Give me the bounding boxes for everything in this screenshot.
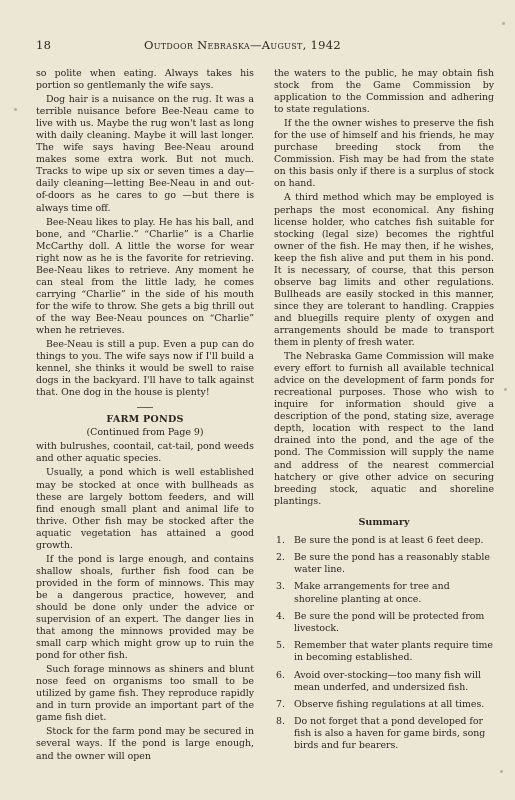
paragraph: the waters to the public, he may obtain fish stock from the Game Commission by application to the Commission and adhering to state regulations. bbox=[274, 68, 494, 116]
summary-item-number: 4. bbox=[276, 610, 285, 622]
summary-item-text: Observe fishing regulations at all times. bbox=[294, 699, 485, 711]
paper-speck bbox=[500, 770, 503, 773]
summary-item-text: Be sure the pond will be protected from livestock. bbox=[294, 610, 485, 634]
summary-list bbox=[274, 535, 494, 753]
left-column bbox=[36, 68, 254, 765]
paragraph: Bee-Neau is still a pup. Even a pup can do things to you. The wife says now if I'll build a kennel, she thinks it would be swell to raise dogs in the backyard. I'll have to talk against that. One dog in the house is plenty! bbox=[36, 339, 254, 399]
paragraph: with bulrushes, coontail, cat-tail, pond weeds and other aquatic species. bbox=[36, 441, 254, 465]
paper-speck bbox=[504, 388, 507, 391]
summary-item-number: 2. bbox=[276, 552, 285, 564]
summary-item-number: 3. bbox=[276, 581, 285, 593]
paragraph: Dog hair is a nuisance on the rug. It was a terrible nuisance before Bee-Neau came to live with us. Maybe the rug won't last as long with daily cleaning. Maybe it will last longer. The wife says having Bee-Neau around makes some extra work. But not much. Tracks to wipe up six or seven times a day—daily cleaning—letting Bee-Neau in and out-of-doors as he cares to go —but there is always time off. bbox=[36, 94, 254, 214]
section-divider bbox=[137, 407, 153, 408]
summary-item-number: 6. bbox=[276, 669, 285, 681]
summary-item-text: Avoid over-stocking—too many fish will mean underfed, and undersized fish. bbox=[294, 669, 481, 693]
continued-note: (Continued from Page 9) bbox=[86, 427, 204, 439]
paragraph: Stock for the farm pond may be secured in several ways. If the pond is large enough, and the owner will open bbox=[36, 726, 254, 762]
summary-item bbox=[274, 581, 494, 605]
summary-item-text: Be sure the pond is at least 6 feet deep. bbox=[294, 534, 484, 546]
summary-item bbox=[274, 640, 494, 664]
paragraph: The Nebraska Game Commission will make every effort to furnish all available technical advice on the development of farm ponds for recreational purposes. Those who wish to inquire for information should give a description of the pond, stating size, average depth, location with respect to the land drained into the pond, and the age of the pond. The Commission will supply the name and address of the nearest commercial hatchery or give other advice on securing breeding stock, aquatic and shoreline plantings. bbox=[274, 351, 494, 507]
summary-item bbox=[274, 535, 494, 547]
summary-item bbox=[274, 699, 494, 711]
summary-item-text: Do not forget that a pond developed for fish is also a haven for game birds, song birds and fur bearers. bbox=[294, 716, 486, 752]
summary-item-number: 7. bbox=[276, 699, 285, 711]
paragraph: Such forage minnows as shiners and blunt nose feed on organisms too small to be utilized by game fish. They reproduce rapidly and in turn provide an important part of the game fish diet. bbox=[36, 664, 254, 724]
paragraph: A third method which may be employed is perhaps the most economical. Any fishing license holder, who catches fish suitable for stocking (legal size) becomes the rightful owner of the fish. He may then, if he wishes, keep the fish alive and put them in his pond. It is necessary, of course, that this person observe bag limits and other regulations. Bullheads are easily stocked in this manner, since they are tolerant to handling. Crappies and bluegills require plenty of oxygen and arrangements should be made to transport them in plenty of fresh water. bbox=[274, 192, 494, 349]
summary-item-text: Make arrangements for tree and shoreline planting at once. bbox=[294, 581, 450, 605]
page-header bbox=[36, 38, 475, 54]
summary-item bbox=[274, 552, 494, 576]
page-number: 18 bbox=[36, 38, 52, 52]
right-column bbox=[274, 68, 494, 758]
paper-speck bbox=[502, 22, 505, 25]
summary-item bbox=[274, 611, 494, 635]
paragraph: If the pond is large enough, and contains shallow shoals, further fish food can be provided in the form of minnows. This may be a dangerous practice, however, and should be done only under the advice or supervision of an expert. The danger lies in that among the minnows provided may be small carp which might grow up to ruin the pond for other fish. bbox=[36, 553, 254, 662]
summary-item-number: 8. bbox=[276, 716, 285, 728]
paragraph: Usually, a pond which is well established may be stocked at once with bullheads as these are largely bottom feeders, and will find enough small plant and animal life to thrive. Other fish may be stocked after the aquatic vegetation has attained a good growth. bbox=[36, 467, 254, 551]
summary-item bbox=[274, 670, 494, 694]
summary-title: Summary bbox=[358, 516, 410, 528]
paper-speck bbox=[14, 108, 17, 111]
paragraph: If the the owner wishes to preserve the fish for the use of himself and his friends, he may purchase breeding stock from the Commission. Fish may be had from the state on this basis only if there is a surplus of stock on hand. bbox=[274, 118, 494, 190]
summary-item-number: 5. bbox=[276, 640, 285, 652]
summary-item-text: Be sure the pond has a reasonably stable water line. bbox=[294, 552, 490, 576]
paragraph: so polite when eating. Always takes his portion so gentlemanly the wife says. bbox=[36, 68, 254, 92]
summary-item bbox=[274, 716, 494, 752]
paragraph: Bee-Neau likes to play. He has his ball, and bone, and “Charlie.” “Charlie” is a Charlie McCarthy doll. A little the worse for wear right now as he is the favorite for retrieving. Bee-Neau likes to retrieve. Any moment he can steal from the little lady, he comes carrying “Charlie” in the side of his mouth for the wife to throw. She gets a big thrill out of the way Bee-Neau pounces on “Charlie” when he retrieves. bbox=[36, 216, 254, 336]
summary-item-text: Remember that water plants require time in becoming established. bbox=[294, 640, 493, 664]
section-title: FARM PONDS bbox=[106, 414, 184, 426]
summary-item-number: 1. bbox=[276, 534, 285, 546]
running-head: Outdoor Nebraska—August, 1942 bbox=[144, 38, 341, 52]
